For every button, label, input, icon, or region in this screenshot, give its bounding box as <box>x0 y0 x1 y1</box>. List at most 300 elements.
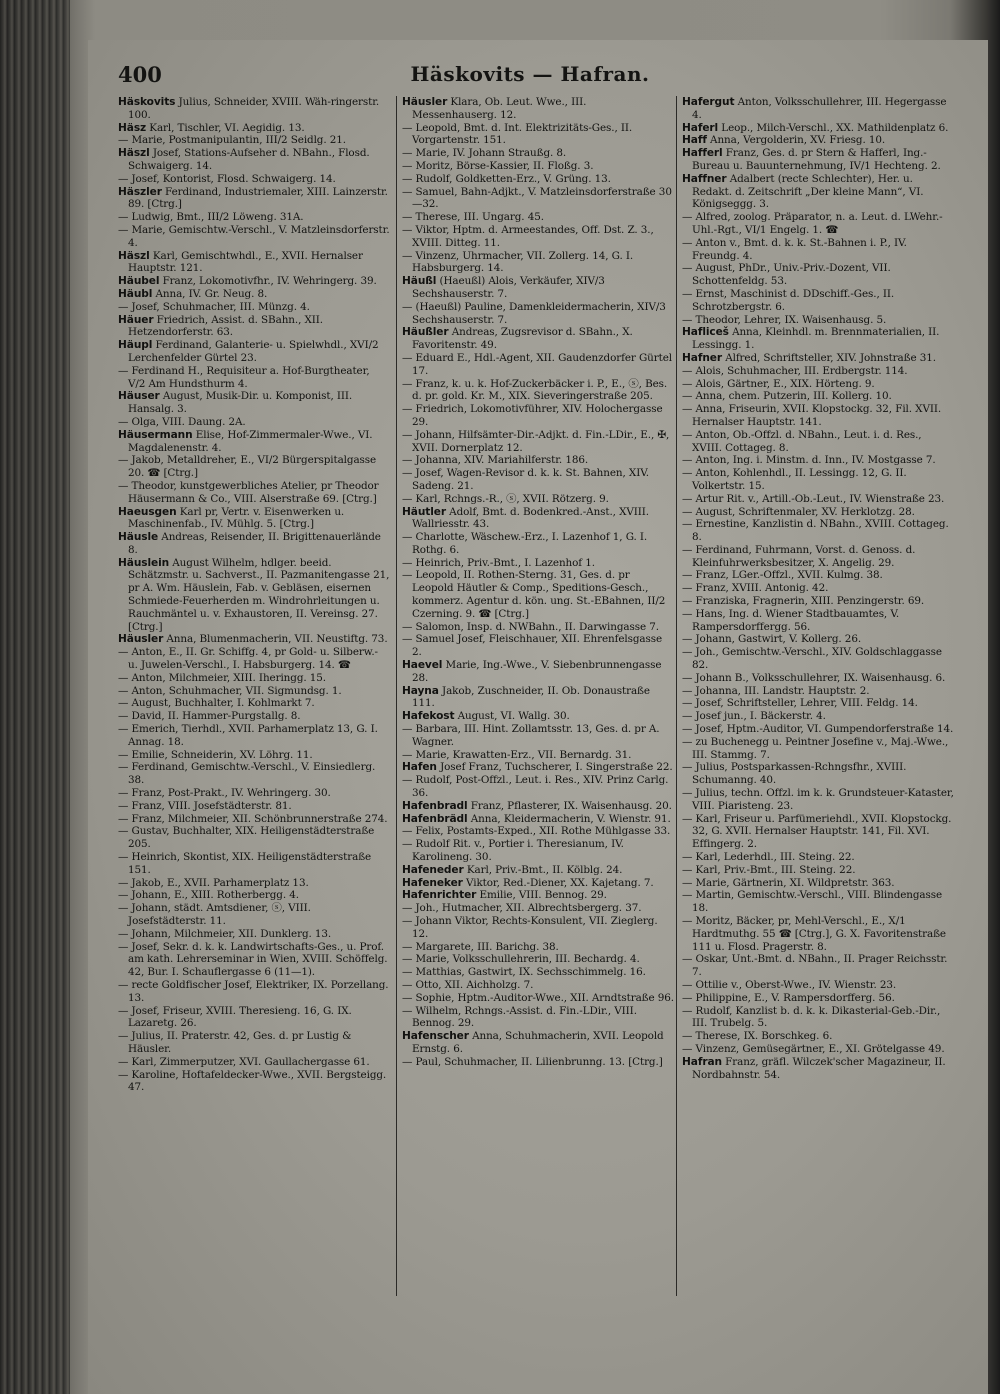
directory-entry <box>402 774 674 800</box>
entry-surname: Häusermann <box>118 428 193 441</box>
entry-text: — Julius, techn. Offzl. im k. k. Grundsteuer-Kataster, VIII. Piaristeng. 23. <box>682 787 954 812</box>
directory-entry <box>402 659 674 685</box>
entry-surname: Haferl <box>682 121 719 134</box>
entry-text: — Oskar, Unt.-Bmt. d. NBahn., II. Prager Reichsstr. 7. <box>682 953 948 979</box>
entry-text: Julius, Schneider, XVIII. Wäh-ringerstr. 100. <box>128 96 380 121</box>
directory-entry <box>118 506 390 532</box>
directory-entry <box>118 480 390 506</box>
entry-text: Franz, Ges. d. pr Stern & Hafferl, Ing.-Bureau u. Bauunternehmung, IV/1 Hechteng. 2. <box>692 147 941 172</box>
entry-text: — Alois, Gärtner, E., XIX. Hörteng. 9. <box>682 377 875 390</box>
entry-text: — Alois, Schuhmacher, III. Erdbergstr. 114. <box>682 364 908 377</box>
directory-column-3 <box>682 96 954 1296</box>
directory-entry <box>402 403 674 429</box>
directory-entry <box>682 390 954 403</box>
entry-text: — Johanna, XIV. Mariahilferstr. 186. <box>402 454 589 467</box>
entry-text: Elise, Hof-Zimmermaler-Wwe., VI. Magdalenenstr. 4. <box>128 428 373 454</box>
entry-text: — Wilhelm, Rchngs.-Assist. d. Fin.-LDir., VIII. Bennog. 29. <box>402 1004 637 1030</box>
directory-entry <box>402 275 674 301</box>
directory-entry <box>402 506 674 532</box>
directory-entry <box>118 646 390 672</box>
entry-surname: Hafen <box>402 761 437 774</box>
entry-text: — Anton, Milchmeier, XIII. Iheringg. 15. <box>118 671 326 684</box>
directory-entry <box>118 800 390 813</box>
entry-surname: Hafergut <box>682 96 735 108</box>
entry-text: Leop., Milch-Verschl., XX. Mathildenplatz 6. <box>721 121 949 134</box>
entry-text: — Ferdinand, Fuhrmann, Vorst. d. Genoss. d. Kleinfuhrwerksbesitzer, X. Angelig. 29. <box>682 543 916 569</box>
entry-surname: Häusle <box>118 531 159 544</box>
entry-surname: Häubel <box>118 275 160 288</box>
directory-entry <box>402 710 674 723</box>
directory-entry <box>402 1056 674 1069</box>
entry-text: — Therese, III. Ungarg. 45. <box>402 211 544 224</box>
entry-text: Adalbert (recte Schlechter), Her. u. Redakt. d. Zeitschrift „Der kleine Mann“, VI. Königseggg. 3. <box>692 172 924 211</box>
entry-text: Josef Franz, Tuchscherer, I. Singerstraße 22. <box>440 761 673 774</box>
entry-text: — Joh., Gemischtw.-Verschl., XIV. Goldschlaggasse 82. <box>682 646 942 672</box>
entry-surname: Haeusgen <box>118 505 177 518</box>
directory-entry <box>118 314 390 340</box>
entry-text: — Johann, Hilfsämter-Dir.-Adjkt. d. Fin.-LDir., E., ✠, XVII. Dornerplatz 12. <box>402 428 670 454</box>
entry-text: — Johann, E., XIII. Rotherbergg. 4. <box>118 889 299 902</box>
entry-text: — August, PhDr., Univ.-Priv.-Dozent, VII. Schottenfeldg. 53. <box>682 262 891 288</box>
directory-entry <box>402 147 674 160</box>
entry-text: — Johanna, III. Landstr. Hauptstr. 2. <box>682 684 870 697</box>
directory-entry <box>118 250 390 276</box>
entry-text: — Karl, Priv.-Bmt., III. Steing. 22. <box>682 863 856 876</box>
directory-entry <box>682 582 954 595</box>
entry-text: — Ferdinand H., Requisiteur a. Hof-Burgtheater, V/2 Am Hundsthurm 4. <box>118 364 370 390</box>
directory-entry <box>682 710 954 723</box>
entry-text: — Rudolf Rit. v., Portier i. Theresianum, IV. Karolineng. 30. <box>402 838 624 864</box>
directory-entry <box>682 288 954 314</box>
entry-text: — Karl, Zimmerputzer, XVI. Gaullachergasse 61. <box>118 1055 370 1068</box>
entry-text: — Hans, Ing. d. Wiener Stadtbauamtes, V. Rampersdorffergg. 56. <box>682 607 900 633</box>
entry-text: Josef, Stations-Aufseher d. NBahn., Flosd. Schwaigerg. 14. <box>128 147 370 172</box>
entry-text: — Viktor, Hptm. d. Armeestandes, Off. Dst. Z. 3., XVIII. Ditteg. 11. <box>402 223 654 249</box>
entry-text: — August, Buchhalter, I. Kohlmarkt 7. <box>118 697 315 710</box>
entry-text: — Marie, IV. Johann Straußg. 8. <box>402 147 567 160</box>
entry-text: — Ottilie v., Oberst-Wwe., IV. Wienstr. 23. <box>682 978 897 991</box>
entry-text: Franz, gräfl. Wilczek'scher Magazineur, II. Nordbahnstr. 54. <box>692 1055 946 1081</box>
entry-text: — Sophie, Hptm.-Auditor-Wwe., XII. Arndtstraße 96. <box>402 991 674 1004</box>
entry-surname: Hayna <box>402 684 439 697</box>
directory-entry <box>682 813 954 851</box>
entry-text: — Moritz, Bäcker, pr, Mehl-Verschl., E., X/1 Hardtmuthg. 55 ☎ [Ctrg.], G. X. Favoritenstraße 111 u. Flosd. Pragerstr. 8. <box>682 915 946 953</box>
entry-surname: Hafeneder <box>402 863 464 876</box>
entry-text: — Leopold, Bmt. d. Int. Elektrizitäts-Ges., II. Vorgartenstr. 151. <box>402 121 633 147</box>
entry-text: — Anton, E., II. Gr. Schiffg. 4, pr Gold- u. Silberw.- u. Juwelen-Verschl., I. Habsburgerg. 14. ☎ <box>118 646 378 672</box>
entry-text: — Josef, Schuhmacher, III. Münzg. 4. <box>118 300 310 313</box>
directory-entry <box>402 864 674 877</box>
directory-entry <box>402 813 674 826</box>
directory-entry <box>682 736 954 762</box>
directory-entry <box>682 1030 954 1043</box>
book-spine <box>0 0 70 1394</box>
directory-entry <box>682 403 954 429</box>
entry-text: Friedrich, Assist. d. SBahn., XII. Hetzendorferstr. 63. <box>128 313 323 339</box>
entry-text: — Leopold, II. Rothen-Sterng. 31, Ges. d. pr Leopold Häutler & Comp., Speditions-Gesch., kommerz. Agentur d. kön. ung. St.-EBahnen, II/2 Czerning. 9. ☎ [Ctrg.] <box>402 569 666 620</box>
directory-column-1 <box>118 96 390 1296</box>
entry-text: — Franz, Post-Prakt., IV. Wehringerg. 30. <box>118 787 331 800</box>
directory-entry <box>402 122 674 148</box>
entry-text: Franz, Lokomotivfhr., IV. Wehringerg. 39. <box>162 275 377 288</box>
directory-entry <box>402 825 674 838</box>
entry-text: — Moritz, Börse-Kassier, II. Floßg. 3. <box>402 159 594 172</box>
directory-entry <box>402 838 674 864</box>
directory-entry <box>402 224 674 250</box>
directory-entry <box>118 1030 390 1056</box>
entry-text: — Barbara, III. Hint. Zollamtsstr. 13, Ges. d. pr A. Wagner. <box>402 723 660 748</box>
entry-text: — Matthias, Gastwirt, IX. Sechsschimmelg. 16. <box>402 966 646 979</box>
directory-entry <box>682 352 954 365</box>
directory-entry <box>682 314 954 327</box>
entry-surname: Häsz <box>118 121 147 134</box>
directory-entry <box>402 569 674 620</box>
entry-surname: Haffner <box>682 172 727 185</box>
entry-surname: Hafekost <box>402 710 455 723</box>
directory-entry <box>118 877 390 890</box>
directory-entry <box>118 851 390 877</box>
entry-text: — Marie, Gärtnerin, XI. Wildpretstr. 363. <box>682 876 895 889</box>
directory-entry <box>402 250 674 276</box>
directory-entry <box>118 288 390 301</box>
entry-surname: Häusler <box>118 633 164 646</box>
entry-text: Adolf, Bmt. d. Bodenkred.-Anst., XVIII. Wallriesstr. 43. <box>412 505 650 531</box>
directory-entry <box>682 454 954 467</box>
entry-text: — Johann, Milchmeier, XII. Dunklerg. 13. <box>118 927 332 940</box>
entry-text: — Franz, VIII. Josefstädterstr. 81. <box>118 799 292 812</box>
entry-text: — Anna, chem. Putzerin, III. Kollerg. 10. <box>682 390 892 403</box>
directory-entry <box>682 672 954 685</box>
entry-text: — (Haeußl) Pauline, Damenkleidermacherin, XIV/3 Sechshauserstr. 7. <box>402 300 666 326</box>
directory-entry <box>402 173 674 186</box>
directory-entry <box>402 378 674 404</box>
directory-entry <box>402 941 674 954</box>
entry-text: — Josef jun., I. Bäckerstr. 4. <box>682 710 826 723</box>
directory-entry <box>118 147 390 173</box>
directory-entry <box>682 1043 954 1056</box>
directory-entry <box>402 352 674 378</box>
directory-entry <box>402 877 674 890</box>
entry-text: Anna, Kleidermacherin, V. Wienstr. 91. <box>470 812 671 825</box>
directory-entry <box>682 211 954 237</box>
directory-entry <box>682 378 954 391</box>
directory-entry <box>682 467 954 493</box>
directory-entry <box>402 915 674 941</box>
directory-entry <box>682 889 954 915</box>
directory-entry <box>118 979 390 1005</box>
directory-entry <box>118 224 390 250</box>
entry-text: Alfred, Schriftsteller, XIV. Johnstraße 31. <box>725 351 936 364</box>
directory-entry <box>682 787 954 813</box>
entry-text: August, Musik-Dir. u. Komponist, III. Hansalg. 3. <box>128 390 353 416</box>
entry-surname: Häuslein <box>118 556 170 569</box>
entry-text: — Paul, Schuhmacher, II. Lilienbrunng. 13. [Ctrg.] <box>402 1055 663 1068</box>
entry-text: Andreas, Zugsrevisor d. SBahn., X. Favoritenstr. 49. <box>412 326 633 352</box>
entry-surname: Hafenbradl <box>402 799 468 812</box>
entry-text: — Samuel Josef, Fleischhauer, XII. Ehrenfelsgasse 2. <box>402 633 663 659</box>
entry-text: — Samuel, Bahn-Adjkt., V. Matzleinsdorferstraße 30—32. <box>402 185 672 211</box>
entry-text: — Karoline, Hoftafeldecker-Wwe., XVII. Bergsteigg. 47. <box>118 1068 387 1094</box>
entry-text: — Anna, Friseurin, XVII. Klopstockg. 32, Fil. XVII. Hernalser Hauptstr. 141. <box>682 403 942 428</box>
directory-entry <box>402 326 674 352</box>
page-number: 400 <box>118 62 162 87</box>
entry-text: Ferdinand, Galanterie- u. Spielwhdl., XVI/2 Lerchenfelder Gürtel 23. <box>128 339 379 364</box>
entry-text: — Rudolf, Kanzlist b. d. k. k. Dikasterial-Geb.-Dir., III. Trubelg. 5. <box>682 1004 941 1030</box>
directory-entry <box>402 301 674 327</box>
directory-entry <box>118 889 390 902</box>
entry-text: — Anton, Ing. i. Minstm. d. Inn., IV. Mostgasse 7. <box>682 454 936 467</box>
directory-entry <box>682 915 954 953</box>
entry-text: — Heinrich, Skontist, XIX. Heiligenstädterstraße 151. <box>118 851 372 876</box>
entry-text: — Johann, städt. Amtsdiener, ⓢ, VIII. Josefstädterstr. 11. <box>118 902 311 927</box>
entry-text: — Friedrich, Lokomotivführer, XIV. Holochergasse 29. <box>402 403 663 428</box>
entry-text: — Franz, k. u. k. Hof-Zuckerbäcker i. P., E., ⓢ, Bes. d. pr. gold. Kr. M., XIX. Sieveringerstraße 205. <box>402 377 668 403</box>
directory-entry <box>402 96 674 122</box>
entry-surname: Hafner <box>682 351 722 364</box>
directory-entry <box>118 928 390 941</box>
entry-surname: Häutler <box>402 505 446 518</box>
entry-surname: Häuer <box>118 313 154 326</box>
directory-entry <box>118 339 390 365</box>
entry-text: — Julius, II. Praterstr. 42, Ges. d. pr Lustig & Häusler. <box>118 1030 352 1055</box>
directory-entry <box>682 723 954 736</box>
entry-text: Franz, Pflasterer, IX. Waisenhausg. 20. <box>470 799 672 812</box>
entry-text: Karl, Gemischtwhdl., E., XVII. Hernalser Hauptstr. 121. <box>128 249 363 275</box>
entry-surname: Hafenscher <box>402 1030 469 1043</box>
entry-surname: Häusler <box>402 96 448 108</box>
entry-text: — Otto, XII. Aichholzg. 7. <box>402 978 534 991</box>
directory-entry <box>682 761 954 787</box>
directory-entry <box>682 506 954 519</box>
entry-text: — David, II. Hammer-Purgstallg. 8. <box>118 710 301 723</box>
directory-entry <box>402 621 674 634</box>
directory-entry <box>682 326 954 352</box>
directory-entry <box>402 1030 674 1056</box>
entry-surname: Häußl <box>402 275 437 288</box>
entry-text: Anna, Blumenmacherin, VII. Neustiftg. 73. <box>166 633 388 646</box>
directory-entry <box>682 633 954 646</box>
directory-entry <box>682 992 954 1005</box>
directory-entry <box>118 429 390 455</box>
entry-surname: Hafran <box>682 1055 722 1068</box>
directory-entry <box>118 697 390 710</box>
directory-entry <box>118 710 390 723</box>
entry-text: Karl pr, Vertr. v. Eisenwerken u. Maschinenfab., IV. Mühlg. 5. [Ctrg.] <box>128 505 345 531</box>
entry-text: Anna, Schuhmacherin, XVII. Leopold Ernstg. 6. <box>412 1030 664 1055</box>
entry-text: (Haeußl) Alois, Verkäufer, XIV/3 Sechshauserstr. 7. <box>412 275 605 300</box>
directory-entry <box>118 787 390 800</box>
directory-entry <box>682 1056 954 1082</box>
entry-text: — Martin, Gemischtw.-Verschl., VIII. Blindengasse 18. <box>682 889 943 915</box>
entry-text: — Karl, Lederhdl., III. Steing. 22. <box>682 851 855 864</box>
entry-text: Karl, Priv.-Bmt., II. Kölblg. 24. <box>466 863 623 876</box>
entry-text: — Joh., Hutmacher, XII. Albrechtsbergerg. 37. <box>402 902 642 915</box>
directory-entry <box>118 211 390 224</box>
directory-entry <box>118 941 390 979</box>
column-divider <box>676 96 677 1296</box>
directory-entry <box>402 633 674 659</box>
entry-text: — Rudolf, Post-Offzl., Leut. i. Res., XIV. Prinz Carlg. 36. <box>402 774 669 800</box>
entry-text: — Marie, Volksschullehrerin, III. Bechardg. 4. <box>402 953 640 966</box>
entry-text: Karl, Tischler, VI. Aegidig. 13. <box>149 121 305 134</box>
directory-entry <box>682 608 954 634</box>
directory-entry <box>118 633 390 646</box>
entry-text: — Felix, Postamts-Exped., XII. Rothe Mühlgasse 33. <box>402 825 671 838</box>
directory-entry <box>402 992 674 1005</box>
entry-text: — Franz, XVIII. Antonig. 42. <box>682 582 829 595</box>
directory-entry <box>402 531 674 557</box>
entry-surname: Häszl <box>118 147 150 160</box>
directory-entry <box>118 557 390 634</box>
directory-entry <box>402 493 674 506</box>
directory-entry <box>402 454 674 467</box>
directory-entry <box>118 723 390 749</box>
directory-entry <box>402 467 674 493</box>
entry-text: — Emerich, Tierhdl., XVII. Parhamerplatz 13, G. I. Annag. 18. <box>118 723 378 748</box>
directory-entry <box>682 173 954 211</box>
entry-surname: Häskovits <box>118 96 176 108</box>
entry-text: — Jakob, Metalldreher, E., VI/2 Bürgerspitalgasse 20. ☎ [Ctrg.] <box>118 454 377 480</box>
directory-entry <box>118 365 390 391</box>
entry-text: — Ferdinand, Gemischtw.-Verschl., V. Einsiedlerg. 38. <box>118 761 376 787</box>
directory-entry <box>682 877 954 890</box>
entry-text: — Olga, VIII. Daung. 2A. <box>118 415 246 428</box>
entry-text: — zu Buchenegg u. Peintner Josefine v., Maj.-Wwe., III. Stammg. 7. <box>682 735 949 761</box>
directory-entry <box>118 761 390 787</box>
entry-surname: Hafferl <box>682 147 723 160</box>
entry-surname: Hafeneker <box>402 876 463 889</box>
entry-text: — Margarete, III. Barichg. 38. <box>402 940 559 953</box>
directory-entry <box>682 544 954 570</box>
directory-entry <box>402 1005 674 1031</box>
entry-text: — Artur Rit. v., Artill.-Ob.-Leut., IV. Wienstraße 23. <box>682 492 945 505</box>
entry-text: — Theodor, kunstgewerbliches Atelier, pr Theodor Häusermann & Co., VIII. Alserstraße 69. [Ctrg.] <box>118 479 379 505</box>
entry-surname: Häußler <box>402 326 449 339</box>
directory-entry <box>118 685 390 698</box>
entry-text: — Marie, Gemischtw.-Verschl., V. Matzleinsdorferstr. 4. <box>118 223 390 249</box>
entry-text: — Josef, Sekr. d. k. k. Landwirtschafts-Ges., u. Prof. am kath. Lehrerseminar in Wien, XVIII. Schöffelg. 42, Bur. I. Schauflergasse 6 (11—1). <box>118 940 388 979</box>
entry-text: — August, Schriftenmaler, XV. Herklotzg. 28. <box>682 505 915 518</box>
directory-entry <box>118 390 390 416</box>
entry-text: — Salomon, Insp. d. NWBahn., II. Darwingasse 7. <box>402 620 659 633</box>
entry-text: — Rudolf, Goldketten-Erz., V. Grüng. 13. <box>402 172 611 185</box>
directory-entry <box>118 173 390 186</box>
entry-surname: Hafliceš <box>682 326 729 339</box>
directory-entry <box>118 122 390 135</box>
entry-surname: Haevel <box>402 659 443 672</box>
entry-surname: Häszl <box>118 249 150 262</box>
entry-text: — Eduard E., Hdl.-Agent, XII. Gaudenzdorfer Gürtel 17. <box>402 351 672 377</box>
entry-text: Anna, Kleinhdl. m. Brennmaterialien, II. Lessingg. 1. <box>692 326 940 352</box>
directory-entry <box>682 122 954 135</box>
entry-text: Anton, Volksschullehrer, III. Hegergasse 4. <box>692 96 947 121</box>
entry-text: — Johann Viktor, Rechts-Konsulent, VII. Zieglerg. 12. <box>402 915 658 940</box>
directory-entry <box>118 275 390 288</box>
entry-text: Andreas, Reisender, II. Brigittenauerlände 8. <box>128 531 381 556</box>
entry-text: Anna, Vergolderin, XV. Friesg. 10. <box>710 134 886 147</box>
directory-entry <box>682 595 954 608</box>
directory-entry <box>682 262 954 288</box>
directory-entry <box>682 429 954 455</box>
entry-text: — Anton v., Bmt. d. k. k. St.-Bahnen i. P., IV. Freundg. 4. <box>682 236 907 262</box>
entry-text: — Gustav, Buchhalter, XIX. Heiligenstädterstraße 205. <box>118 825 375 851</box>
entry-text: Klara, Ob. Leut. Wwe., III. Messenhauserg. 12. <box>412 96 587 121</box>
column-divider <box>396 96 397 1296</box>
directory-entry <box>402 761 674 774</box>
directory-entry <box>682 569 954 582</box>
directory-entry <box>118 1005 390 1031</box>
directory-entry <box>682 864 954 877</box>
directory-entry <box>402 800 674 813</box>
entry-surname: Häubl <box>118 287 153 300</box>
entry-text: — Josef, Hptm.-Auditor, VI. Gumpendorferstraße 14. <box>682 723 954 736</box>
entry-text: — Franz, Milchmeier, XII. Schönbrunnerstraße 274. <box>118 812 388 825</box>
directory-entry <box>682 1005 954 1031</box>
entry-text: August, VI. Wallg. 30. <box>457 710 570 723</box>
directory-entry <box>118 672 390 685</box>
directory-entry <box>402 429 674 455</box>
directory-entry <box>118 902 390 928</box>
entry-text: — Anton, Kohlenhdl., II. Lessingg. 12, G. II. Volkertstr. 15. <box>682 467 907 492</box>
directory-entry <box>402 557 674 570</box>
directory-entry <box>682 134 954 147</box>
entry-text: — Vinzenz, Uhrmacher, VII. Zollerg. 14, G. I. Habsburgerg. 14. <box>402 249 634 275</box>
directory-entry <box>682 697 954 710</box>
entry-text: — Ernestine, Kanzlistin d. NBahn., XVIII. Cottageg. 8. <box>682 518 949 544</box>
directory-entry <box>118 416 390 429</box>
directory-entry <box>682 646 954 672</box>
directory-entry <box>402 966 674 979</box>
directory-entry <box>402 160 674 173</box>
entry-text: — Charlotte, Wäschew.-Erz., I. Lazenhof 1, G. I. Rothg. 6. <box>402 531 648 556</box>
entry-text: Jakob, Zuschneider, II. Ob. Donaustraße 111. <box>412 684 650 710</box>
entry-surname: Haff <box>682 134 707 147</box>
directory-entry <box>118 531 390 557</box>
directory-entry <box>118 134 390 147</box>
directory-entry <box>682 685 954 698</box>
entry-text: — Josef, Kontorist, Flosd. Schwaigerg. 14. <box>118 172 336 185</box>
entry-text: — Marie, Krawatten-Erz., VII. Bernardg. 31. <box>402 748 632 761</box>
directory-entry <box>402 685 674 711</box>
entry-text: — Marie, Postmanipulantin, III/2 Seidlg. 21. <box>118 134 346 147</box>
entry-text: — Philippine, E., V. Rampersdorfferg. 56. <box>682 991 895 1004</box>
entry-text: — Johann, Gastwirt, V. Kollerg. 26. <box>682 633 862 646</box>
entry-text: — Julius, Postsparkassen-Rchngsfhr., XVIII. Schumanng. 40. <box>682 761 907 787</box>
directory-entry <box>118 749 390 762</box>
entry-text: — Karl, Rchngs.-R., ⓢ, XVII. Rötzerg. 9. <box>402 492 609 505</box>
entry-text: — Josef, Schriftsteller, Lehrer, VIII. Feldg. 14. <box>682 697 918 710</box>
entry-text: August Wilhelm, hdlger. beeid. Schätzmstr. u. Sachverst., II. Pazmanitengasse 21, pr A. Wm. Häuslein, Fab. v. Gebläsen, eisernen Schmiede-Feuerherden m. Windrohrleitungen u. Rauchmäntel u. v. Exhaustoren, II. Vereinsg. 27. [Ctrg.] <box>128 556 390 633</box>
directory-entry <box>682 851 954 864</box>
directory-entry <box>682 96 954 122</box>
page-title: Häskovits — Hafran. <box>410 62 650 86</box>
entry-text: Ferdinand, Industriemaler, XIII. Lainzerstr. 89. [Ctrg.] <box>128 185 388 211</box>
entry-text: — Heinrich, Priv.-Bmt., I. Lazenhof 1. <box>402 556 595 569</box>
entry-surname: Hafenbrädl <box>402 812 468 825</box>
directory-entry <box>682 493 954 506</box>
directory-entry <box>682 979 954 992</box>
entry-surname: Häupl <box>118 339 153 352</box>
directory-column-2 <box>402 96 674 1296</box>
entry-text: — Emilie, Schneiderin, XV. Löhrg. 11. <box>118 748 313 761</box>
directory-entry <box>118 301 390 314</box>
entry-text: — Ernst, Maschinist d. DDschiff.-Ges., II. Schrotzbergstr. 6. <box>682 287 895 313</box>
entry-text: — Alfred, zoolog. Präparator, n. a. Leut. d. LWehr.-Uhl.-Rgt., VI/1 Engelg. 1. ☎ <box>682 211 943 236</box>
directory-entry <box>118 186 390 212</box>
entry-text: — Josef, Wagen-Revisor d. k. k. St. Bahnen, XIV. Sadeng. 21. <box>402 467 649 492</box>
entry-text: Anna, IV. Gr. Neug. 8. <box>155 287 268 300</box>
entry-text: — Vinzenz, Gemüsegärtner, E., XI. Grötelgasse 49. <box>682 1042 945 1055</box>
